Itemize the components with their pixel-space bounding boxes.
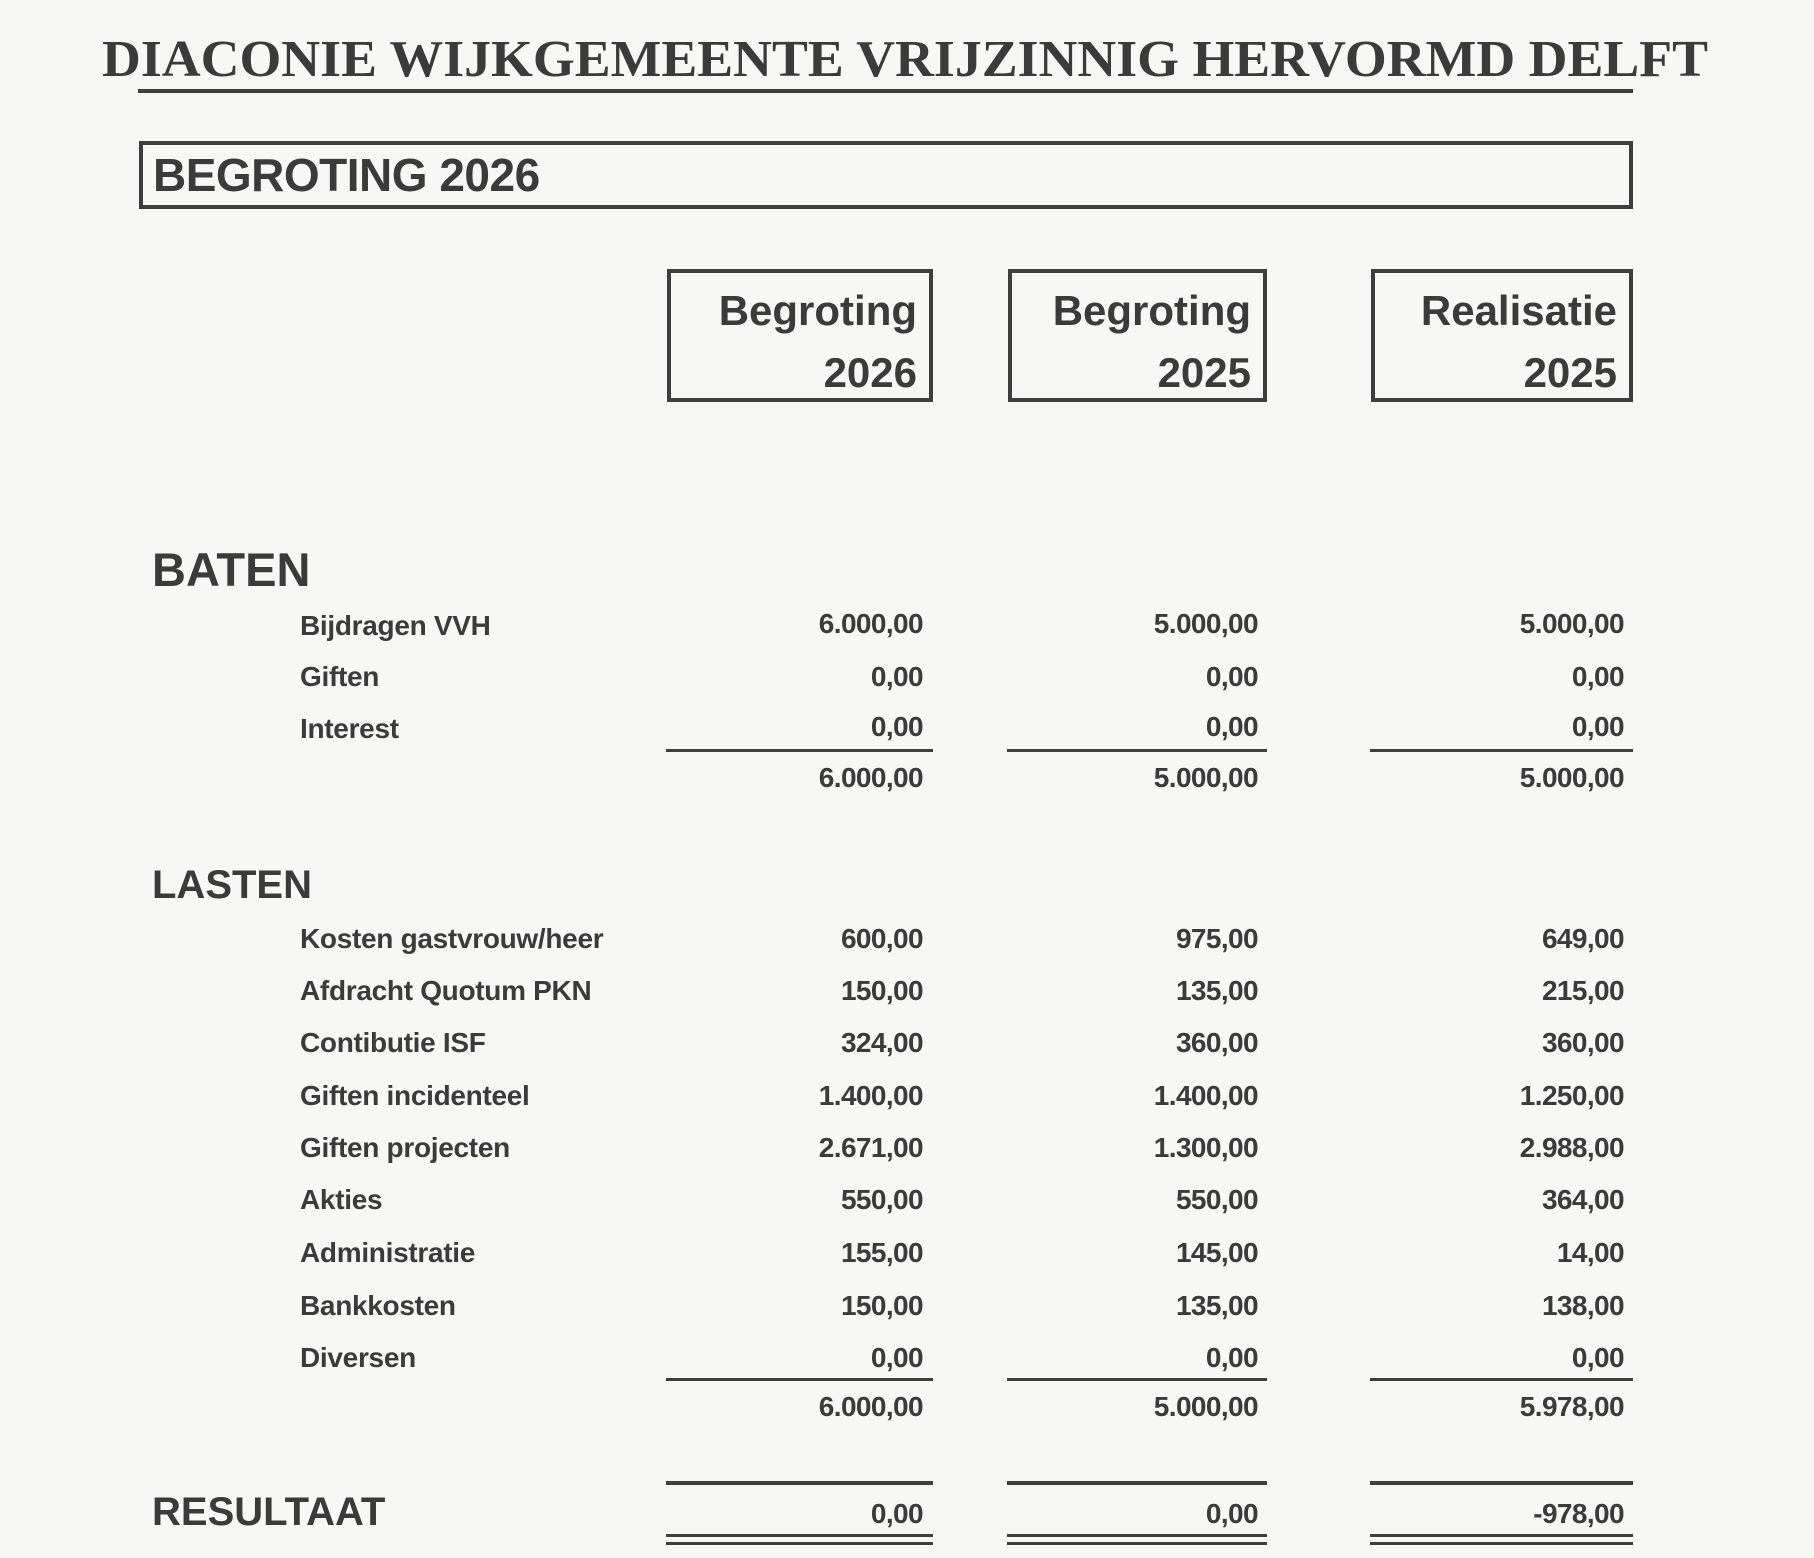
row-value-begroting-2025: 145,00 [1175, 1237, 1258, 1268]
baten-total-begroting-2025: 5.000,00 [1153, 762, 1258, 793]
double-rule-lower [1370, 1542, 1633, 1545]
row-label: Kosten gastvrouw/heer [300, 923, 604, 954]
row-value-begroting-2026: 150,00 [840, 975, 923, 1006]
row-value-begroting-2025: 135,00 [1175, 1290, 1258, 1321]
double-rule-lower [666, 1542, 933, 1545]
row-label: Diversen [300, 1342, 416, 1373]
row-label: Bankkosten [300, 1290, 456, 1321]
organization-title [0, 0, 1814, 100]
row-value-begroting-2025: 360,00 [1175, 1027, 1258, 1058]
row-value-begroting-2026: 155,00 [840, 1237, 923, 1268]
double-rule-upper [1370, 1534, 1633, 1537]
row-value-begroting-2026: 6.000,00 [818, 608, 923, 639]
title-underline [138, 89, 1633, 93]
row-label: Administratie [300, 1237, 476, 1268]
lasten-total-begroting-2026: 6.000,00 [818, 1391, 923, 1422]
row-value-begroting-2026: 324,00 [840, 1027, 923, 1058]
result-top-rule [1370, 1481, 1633, 1485]
row-value-realisatie-2025: 649,00 [1541, 923, 1624, 954]
column-header-line1: Begroting [718, 287, 917, 334]
row-value-begroting-2025: 975,00 [1175, 923, 1258, 954]
row-label: Akties [300, 1184, 383, 1215]
column-header-line2: 2025 [1157, 349, 1251, 396]
row-value-begroting-2025: 550,00 [1175, 1184, 1258, 1215]
column-header-line2: 2025 [1523, 349, 1617, 396]
row-value-begroting-2025: 135,00 [1175, 975, 1258, 1006]
row-value-begroting-2026: 150,00 [840, 1290, 923, 1321]
double-rule-upper [666, 1534, 933, 1537]
subtotal-rule [1007, 749, 1267, 752]
column-header-line1: Realisatie [1420, 287, 1617, 334]
row-value-realisatie-2025: 14,00 [1556, 1237, 1624, 1268]
row-label: Giften projecten [300, 1132, 510, 1163]
row-value-realisatie-2025: 0,00 [1571, 711, 1624, 742]
row-value-realisatie-2025: 2.988,00 [1519, 1132, 1624, 1163]
row-label: Interest [300, 713, 399, 744]
column-header-begroting-2026 [667, 269, 933, 402]
row-value-begroting-2025: 5.000,00 [1153, 608, 1258, 639]
row-label: Bijdragen VVH [300, 610, 491, 641]
result-begroting-2025: 0,00 [1205, 1498, 1258, 1529]
lasten-total-begroting-2025: 5.000,00 [1153, 1391, 1258, 1422]
subtotal-rule [1370, 1378, 1633, 1381]
subtotal-rule [666, 1378, 933, 1381]
column-header-line1: Begroting [1052, 287, 1251, 334]
subtotal-rule [1007, 1378, 1267, 1381]
result-top-rule [1007, 1481, 1267, 1485]
row-label: Afdracht Quotum PKN [300, 975, 592, 1006]
section-heading-resultaat: RESULTAAT [152, 1490, 386, 1534]
section-heading-baten: BATEN [152, 543, 311, 596]
column-header-realisatie-2025 [1371, 269, 1633, 402]
row-label: Contibutie ISF [300, 1027, 486, 1058]
row-value-begroting-2025: 1.300,00 [1153, 1132, 1258, 1163]
row-value-begroting-2025: 0,00 [1205, 661, 1258, 692]
row-label: Giften [300, 661, 380, 692]
row-value-begroting-2026: 0,00 [870, 711, 923, 742]
column-header-begroting-2025 [1008, 269, 1267, 402]
row-value-begroting-2026: 1.400,00 [818, 1080, 923, 1111]
row-value-realisatie-2025: 0,00 [1571, 1342, 1624, 1373]
row-value-begroting-2026: 0,00 [870, 1342, 923, 1373]
row-value-begroting-2026: 0,00 [870, 661, 923, 692]
lasten-total-realisatie-2025: 5.978,00 [1519, 1391, 1624, 1422]
row-value-begroting-2025: 0,00 [1205, 1342, 1258, 1373]
subtotal-rule [666, 749, 933, 752]
row-value-begroting-2025: 1.400,00 [1153, 1080, 1258, 1111]
result-realisatie-2025: -978,00 [1533, 1498, 1624, 1529]
row-value-realisatie-2025: 5.000,00 [1519, 608, 1624, 639]
section-heading-lasten: LASTEN [152, 863, 312, 907]
row-value-realisatie-2025: 360,00 [1541, 1027, 1624, 1058]
baten-total-realisatie-2025: 5.000,00 [1519, 762, 1624, 793]
row-value-realisatie-2025: 1.250,00 [1519, 1080, 1624, 1111]
row-value-realisatie-2025: 138,00 [1541, 1290, 1624, 1321]
document-title: BEGROTING 2026 [153, 149, 540, 201]
double-rule-upper [1007, 1534, 1267, 1537]
row-value-begroting-2026: 2.671,00 [818, 1132, 923, 1163]
row-value-realisatie-2025: 215,00 [1541, 975, 1624, 1006]
organization-title-text: DIACONIE WIJKGEMEENTE VRIJZINNIG HERVORMD DELFT [102, 31, 1708, 88]
row-value-begroting-2026: 600,00 [840, 923, 923, 954]
row-value-realisatie-2025: 364,00 [1541, 1184, 1624, 1215]
row-value-begroting-2025: 0,00 [1205, 711, 1258, 742]
column-header-line2: 2026 [823, 349, 917, 396]
double-rule-lower [1007, 1542, 1267, 1545]
baten-total-begroting-2026: 6.000,00 [818, 762, 923, 793]
row-label: Giften incidenteel [300, 1080, 530, 1111]
result-begroting-2026: 0,00 [870, 1498, 923, 1529]
subtotal-rule [1370, 749, 1633, 752]
result-top-rule [666, 1481, 933, 1485]
row-value-begroting-2026: 550,00 [840, 1184, 923, 1215]
row-value-realisatie-2025: 0,00 [1571, 661, 1624, 692]
